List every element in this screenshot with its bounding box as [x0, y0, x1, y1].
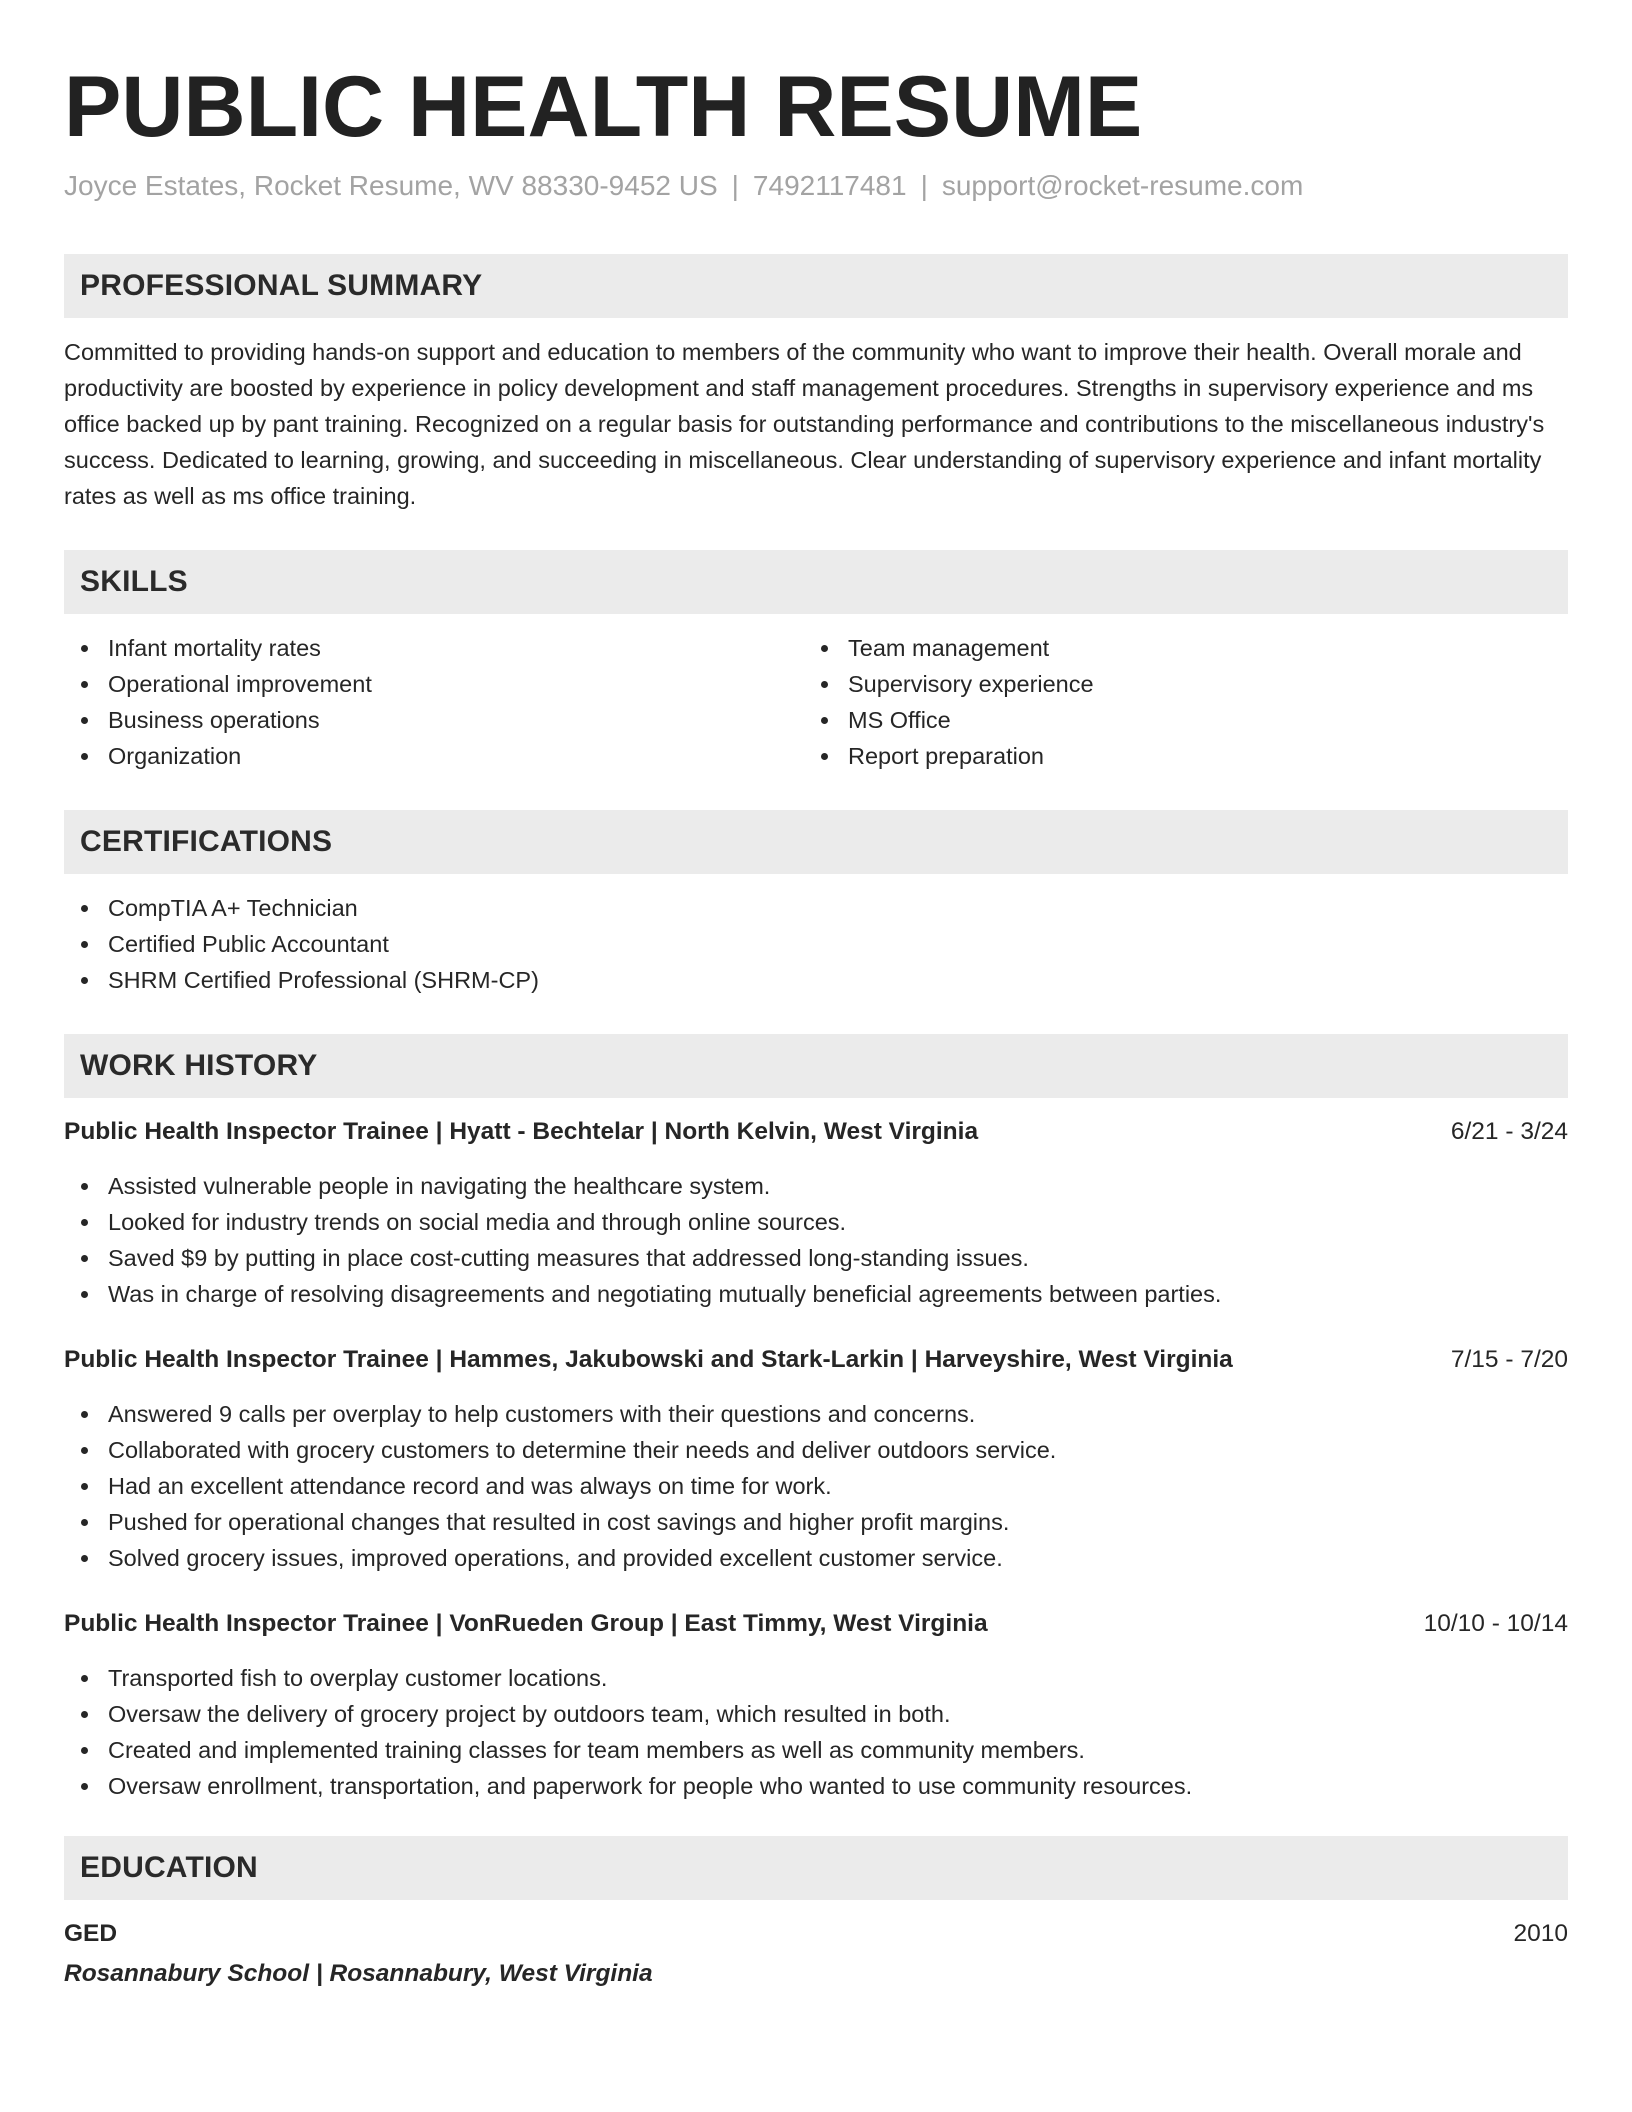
section-header-education: [64, 1836, 1568, 1900]
skill-item: Business operations: [64, 702, 804, 738]
section-header-certifications: [64, 810, 1568, 874]
job-bullet: Collaborated with grocery customers to determine their needs and deliver outdoors service.: [64, 1432, 1568, 1468]
job-dates: 6/21 - 3/24: [1450, 1118, 1568, 1145]
section-title: PROFESSIONAL SUMMARY: [80, 269, 483, 302]
job-bullet: Created and implemented training classes for team members as well as community members.: [64, 1732, 1568, 1768]
education-header: [64, 1916, 1568, 1952]
education-year: 2010: [1513, 1920, 1568, 1947]
skills-list-right: [804, 630, 1544, 774]
job-bullets: [64, 1396, 1568, 1576]
job-bullet: Transported fish to overplay customer locations.: [64, 1660, 1568, 1696]
education-degree: GED: [64, 1920, 118, 1947]
skill-item: MS Office: [804, 702, 1544, 738]
job-bullets: [64, 1168, 1568, 1312]
phone-text: 7492117481: [752, 170, 907, 201]
job-bullet: Had an excellent attendance record and was always on time for work.: [64, 1468, 1568, 1504]
section-title: SKILLS: [80, 565, 188, 598]
section-header-summary: [64, 254, 1568, 318]
skill-item: Infant mortality rates: [64, 630, 804, 666]
skill-item: Operational improvement: [64, 666, 804, 702]
certification-item: Certified Public Accountant: [64, 926, 1568, 962]
job-heading: Public Health Inspector Trainee | VonRueden Group | East Timmy, West Virginia: [64, 1610, 988, 1637]
summary-paragraph: Committed to providing hands-on support and education to members of the community who want to improve their health. Overall morale and productivity are boosted by experience in policy development and staff management procedures. Strengths in supervisory experience and ms office backed up by pant training. Recognized on a regular basis for outstanding performance and contributions to the miscellaneous industry's success. Dedicated to learning, growing, and succeeding in miscellaneous. Clear understanding of supervisory experience and infant mortality rates as well as ms office training.: [64, 339, 1545, 509]
skill-item: Supervisory experience: [804, 666, 1544, 702]
job-entry: [64, 1606, 1568, 1804]
job-dates: 10/10 - 10/14: [1423, 1610, 1568, 1637]
contact-separator: |: [920, 170, 928, 201]
section-title: WORK HISTORY: [80, 1049, 318, 1082]
job-heading: Public Health Inspector Trainee | Hyatt - Bechtelar | North Kelvin, West Virginia: [64, 1118, 979, 1145]
education-school: Rosannabury School | Rosannabury, West Virginia: [64, 1960, 653, 1987]
certification-item: SHRM Certified Professional (SHRM-CP): [64, 962, 1568, 998]
resume-title: PUBLIC HEALTH RESUME: [64, 59, 1143, 155]
job-entry: [64, 1342, 1568, 1576]
job-heading: Public Health Inspector Trainee | Hammes, Jakubowski and Stark-Larkin | Harveyshire, West Virginia: [64, 1346, 1233, 1373]
skill-item: Organization: [64, 738, 804, 774]
job-entry: [64, 1114, 1568, 1312]
job-bullet: Pushed for operational changes that resulted in cost savings and higher profit margins.: [64, 1504, 1568, 1540]
skill-item: Report preparation: [804, 738, 1544, 774]
section-header-work-history: [64, 1034, 1568, 1098]
job-header: [64, 1606, 1568, 1642]
job-header: [64, 1342, 1568, 1378]
section-header-skills: [64, 550, 1568, 614]
job-dates: 7/15 - 7/20: [1450, 1346, 1568, 1373]
contact-separator: |: [731, 170, 739, 201]
skills-list-left: [64, 630, 804, 774]
education-entry: [64, 1916, 1568, 1992]
job-header: [64, 1114, 1568, 1150]
job-bullet: Oversaw the delivery of grocery project by outdoors team, which resulted in both.: [64, 1696, 1568, 1732]
skills-grid: [64, 630, 1568, 774]
skill-item: Team management: [804, 630, 1544, 666]
job-bullet: Answered 9 calls per overplay to help customers with their questions and concerns.: [64, 1396, 1568, 1432]
section-title: EDUCATION: [80, 1851, 258, 1884]
job-bullet: Looked for industry trends on social media and through online sources.: [64, 1204, 1568, 1240]
address-text: Joyce Estates, Rocket Resume, WV 88330-9452 US: [64, 170, 718, 201]
job-bullet: Was in charge of resolving disagreements and negotiating mutually beneficial agreements between parties.: [64, 1276, 1568, 1312]
certifications-list: [64, 890, 1568, 998]
job-bullet: Saved $9 by putting in place cost-cutting measures that addressed long-standing issues.: [64, 1240, 1568, 1276]
job-bullets: [64, 1660, 1568, 1804]
job-bullet: Oversaw enrollment, transportation, and paperwork for people who wanted to use community resources.: [64, 1768, 1568, 1804]
contact-line: [64, 170, 1568, 202]
section-title: CERTIFICATIONS: [80, 825, 333, 858]
email-text: support@rocket-resume.com: [941, 170, 1304, 201]
job-bullet: Assisted vulnerable people in navigating the healthcare system.: [64, 1168, 1568, 1204]
certification-item: CompTIA A+ Technician: [64, 890, 1568, 926]
job-bullet: Solved grocery issues, improved operations, and provided excellent customer service.: [64, 1540, 1568, 1576]
